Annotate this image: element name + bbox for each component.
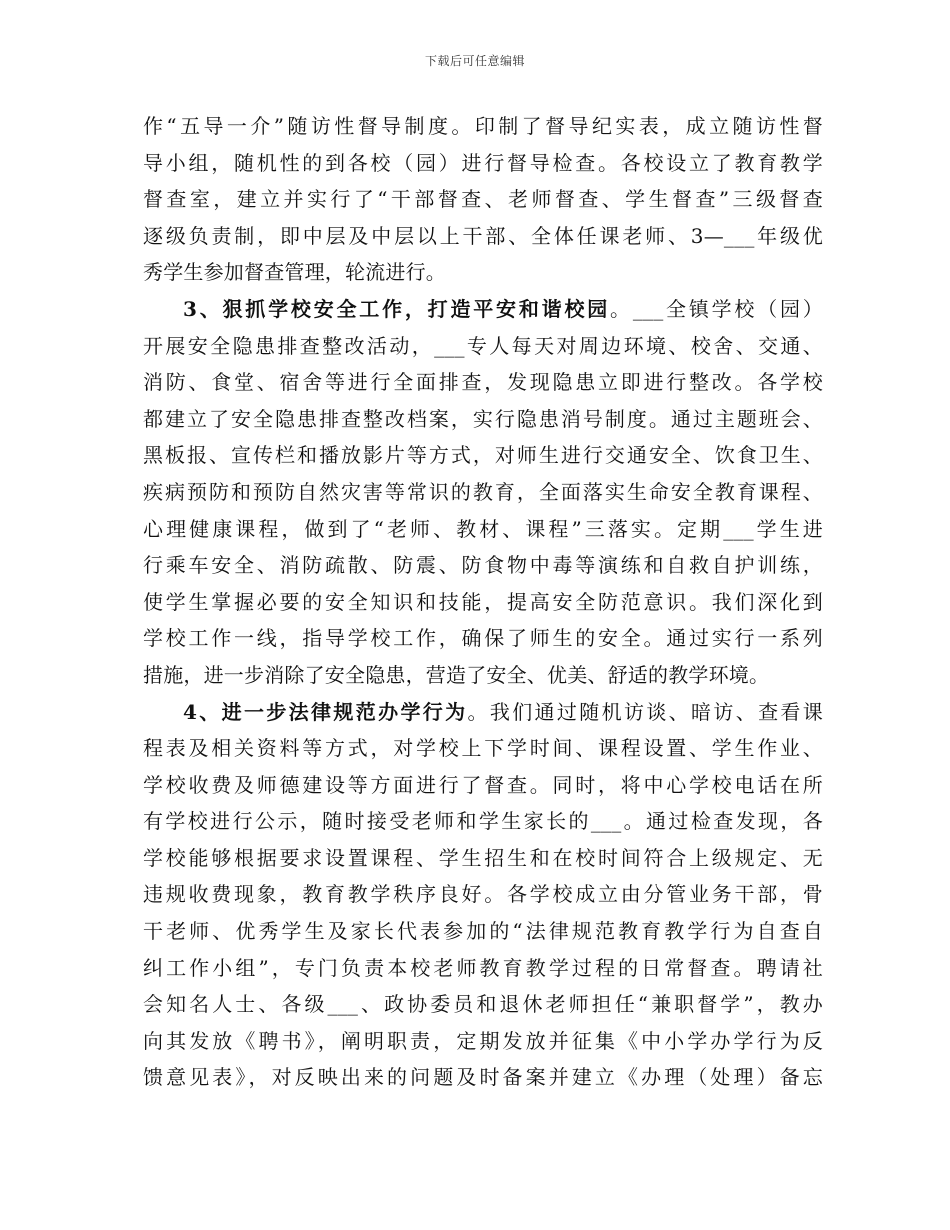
text-line [143, 584, 823, 621]
section-3-heading: 3、狠抓学校安全工作，打造平安和谐校园 [183, 296, 611, 321]
text-run: 作“五导一介”随访性督导制度。印制了督导纪实表，成立随访性督 [143, 114, 823, 138]
text-run: 学校能够根据要求设置课程、学生招生和在校时间符合上级规定、无 [143, 845, 823, 870]
text-run: 秀学生参加督查管理，轮流进行。 [143, 260, 446, 285]
text-run: 纠工作小组”，专门负责本校老师教育教学过程的日常督查。聘请社 [143, 955, 823, 980]
text-line [143, 474, 823, 511]
text-run: 有学校进行公示，随时接受老师和学生家长的___。通过检查发现，各 [143, 809, 823, 834]
document-body [143, 108, 823, 1096]
text-line [143, 1059, 823, 1096]
text-line [143, 950, 823, 987]
text-line [143, 620, 823, 657]
text-line [143, 328, 823, 365]
text-line [143, 547, 823, 584]
text-run: 学校收费及师德建设等方面进行了督查。同时，将中心学校电话在所 [143, 772, 823, 797]
text-line [143, 913, 823, 950]
text-run: 黑板报、宣传栏和播放影片等方式，对师生进行交通安全、饮食卫生、 [143, 443, 823, 468]
text-run: 。___全镇学校（园） [610, 296, 823, 321]
text-run: 开展安全隐患排查整改活动，___专人每天对周边环境、校舍、交通、 [143, 333, 823, 358]
text-line [143, 181, 823, 218]
text-line [143, 401, 823, 438]
text-run: 导小组，随机性的到各校（园）进行督导检查。各校设立了教育教学 [143, 150, 823, 175]
text-line [143, 364, 823, 401]
text-line [143, 145, 823, 182]
text-line [143, 840, 823, 877]
text-run: 。我们通过随机访谈、暗访、查看课 [467, 699, 823, 724]
text-line [143, 986, 823, 1023]
text-run: 消防、食堂、宿舍等进行全面排查，发现隐患立即进行整改。各学校 [143, 370, 823, 395]
text-line [143, 730, 823, 767]
text-run: 使学生掌握必要的安全知识和技能，提高安全防范意识。我们深化到 [143, 589, 823, 614]
section-3-heading-line [143, 291, 823, 328]
text-run: 馈意见表》，对反映出来的问题及时备案并建立《办理（处理）备忘 [143, 1065, 823, 1090]
text-run: 心理健康课程，做到了“老师、教材、课程”三落实。定期___学生进 [143, 516, 823, 541]
section-4-heading-line [143, 694, 823, 731]
text-run: 违规收费现象，教育教学秩序良好。各学校成立由分管业务干部，骨 [143, 882, 823, 907]
text-run: 干老师、优秀学生及家长代表参加的“法律规范教育教学行为自查自 [143, 919, 823, 944]
text-line [143, 876, 823, 913]
text-run: 督查室，建立并实行了“干部督查、老师督查、学生督查”三级督查 [143, 187, 823, 212]
text-line [143, 767, 823, 804]
text-run: 都建立了安全隐患排查整改档案，实行隐患消号制度。通过主题班会、 [143, 406, 823, 431]
text-run: 行乘车安全、消防疏散、防震、防食物中毒等演练和自救自护训练， [143, 553, 823, 578]
text-line [143, 108, 823, 145]
text-run: 措施，进一步消除了安全隐患，营造了安全、优美、舒适的教学环境。 [143, 662, 770, 687]
text-run: 向其发放《聘书》，阐明职责，定期发放并征集《中小学办学行为反 [143, 1028, 823, 1053]
text-line [143, 511, 823, 548]
page-header: 下载后可任意编辑 [424, 54, 525, 68]
text-line [143, 437, 823, 474]
text-run: 疾病预防和预防自然灾害等常识的教育，全面落实生命安全教育课程、 [143, 479, 823, 504]
text-run: 程表及相关资料等方式，对学校上下学时间、课程设置、学生作业、 [143, 736, 823, 761]
text-line [143, 657, 823, 694]
text-run: 逐级负责制，即中层及中层以上干部、全体任课老师、3—___年级优 [143, 223, 823, 248]
text-line [143, 254, 823, 291]
text-line [143, 218, 823, 255]
text-line [143, 803, 823, 840]
section-4-heading: 4、进一步法律规范办学行为 [183, 699, 468, 724]
text-run: 会知名人士、各级___、政协委员和退休老师担任“兼职督学”，教办 [143, 992, 823, 1017]
text-line [143, 1023, 823, 1060]
text-run: 学校工作一线，指导学校工作，确保了师生的安全。通过实行一系列 [143, 626, 823, 651]
